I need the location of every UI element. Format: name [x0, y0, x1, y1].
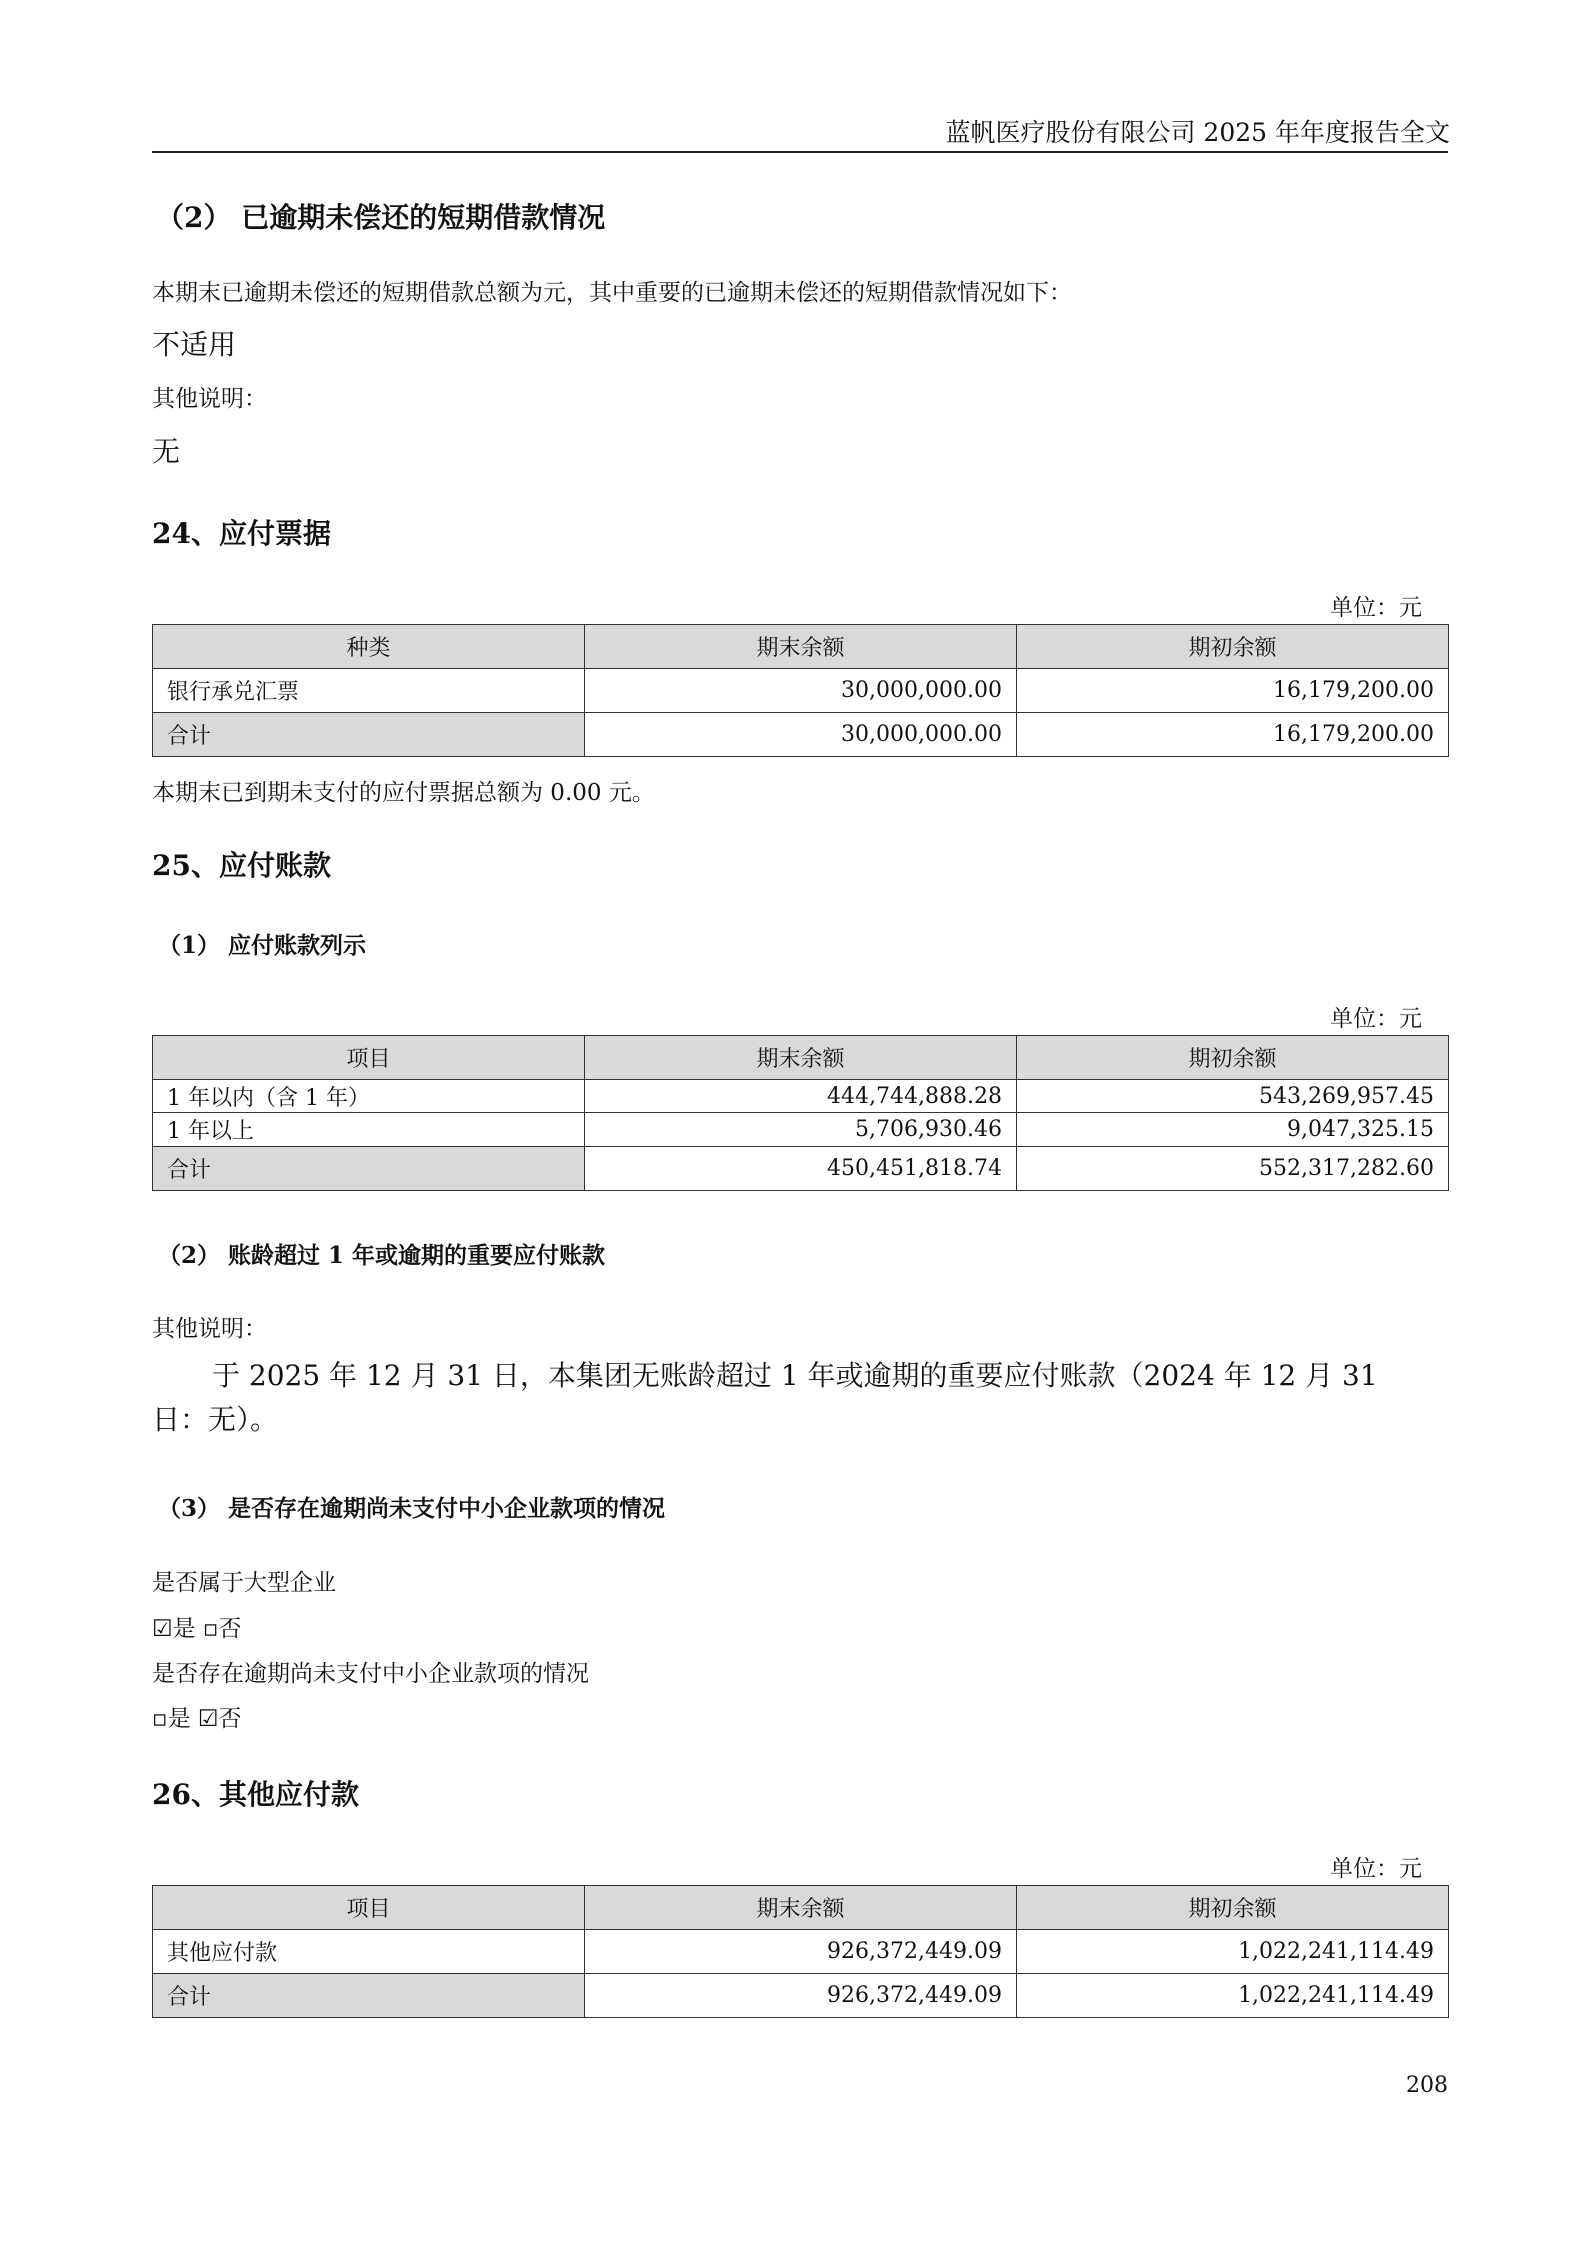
- overdue-loans-heading: （2） 已逾期未偿还的短期借款情况: [156, 201, 606, 234]
- notes-payable-table: [152, 624, 1449, 757]
- row-label: 其他应付款: [153, 1930, 585, 1974]
- other-payables-unit: 单位：元: [1330, 1856, 1422, 1882]
- accounts-payable-unit: 单位：元: [1330, 1006, 1422, 1032]
- large-enterprise-question: 是否属于大型企业: [152, 1570, 336, 1596]
- accounts-payable-sub1: （1） 应付账款列示: [158, 932, 367, 959]
- beginning-balance: 9,047,325.15: [1017, 1113, 1449, 1147]
- ending-balance: 926,372,449.09: [585, 1930, 1017, 1974]
- column-header: 期初余额: [1017, 1036, 1449, 1080]
- sme-overdue-answer: ▫是 ☑否: [152, 1706, 242, 1732]
- notes-payable-unit: 单位：元: [1330, 595, 1422, 621]
- large-enterprise-answer: ☑是 ▫否: [152, 1616, 242, 1642]
- sme-overdue-question: 是否存在逾期尚未支付中小企业款项的情况: [152, 1661, 589, 1687]
- row-label: 合计: [153, 1147, 585, 1191]
- table-row: [153, 1113, 1449, 1147]
- beginning-balance: 16,179,200.00: [1017, 713, 1449, 757]
- ending-balance: 30,000,000.00: [585, 713, 1017, 757]
- accounts-payable-other-text: 于 2025 年 12 月 31 日，本集团无账龄超过 1 年或逾期的重要应付账款（2024 年 12 月 31 日：无）。: [152, 1359, 1378, 1436]
- column-header: 期初余额: [1017, 625, 1449, 669]
- table-row: [153, 669, 1449, 713]
- row-label: 1 年以内（含 1 年）: [153, 1080, 585, 1113]
- table-total-row: [153, 713, 1449, 757]
- beginning-balance: 543,269,957.45: [1017, 1080, 1449, 1113]
- ending-balance: 444,744,888.28: [585, 1080, 1017, 1113]
- other-payables-table: [152, 1885, 1449, 2018]
- table-header-row: [153, 1036, 1449, 1080]
- accounts-payable-other-label: 其他说明：: [152, 1316, 267, 1342]
- column-header: 种类: [153, 625, 585, 669]
- row-label: 合计: [153, 1974, 585, 2018]
- page-number: 208: [1406, 2073, 1448, 2098]
- overdue-loans-intro: 本期末已逾期未偿还的短期借款总额为元，其中重要的已逾期未偿还的短期借款情况如下：: [152, 280, 1072, 306]
- accounts-payable-heading: 25、应付账款: [152, 849, 331, 882]
- row-label: 银行承兑汇票: [153, 669, 585, 713]
- accounts-payable-sub2: （2） 账龄超过 1 年或逾期的重要应付账款: [158, 1242, 606, 1269]
- beginning-balance: 1,022,241,114.49: [1017, 1930, 1449, 1974]
- beginning-balance: 552,317,282.60: [1017, 1147, 1449, 1191]
- column-header: 期末余额: [585, 625, 1017, 669]
- accounts-payable-table: [152, 1035, 1449, 1191]
- ending-balance: 450,451,818.74: [585, 1147, 1017, 1191]
- beginning-balance: 1,022,241,114.49: [1017, 1974, 1449, 2018]
- table-header-row: [153, 625, 1449, 669]
- table-total-row: [153, 1147, 1449, 1191]
- notes-payable-heading: 24、应付票据: [152, 517, 331, 550]
- column-header: 项目: [153, 1036, 585, 1080]
- table-row: [153, 1080, 1449, 1113]
- ending-balance: 30,000,000.00: [585, 669, 1017, 713]
- column-header: 期末余额: [585, 1886, 1017, 1930]
- notes-payable-note: 本期末已到期未支付的应付票据总额为 0.00 元。: [152, 780, 655, 806]
- other-payables-heading: 26、其他应付款: [152, 1778, 359, 1811]
- column-header: 项目: [153, 1886, 585, 1930]
- overdue-loans-na: 不适用: [152, 328, 237, 361]
- row-label: 1 年以上: [153, 1113, 585, 1147]
- table-header-row: [153, 1886, 1449, 1930]
- ending-balance: 5,706,930.46: [585, 1113, 1017, 1147]
- ending-balance: 926,372,449.09: [585, 1974, 1017, 2018]
- report-header-title: 蓝帆医疗股份有限公司 2025 年年度报告全文: [945, 118, 1450, 147]
- overdue-loans-other-label: 其他说明：: [152, 386, 267, 412]
- column-header: 期末余额: [585, 1036, 1017, 1080]
- column-header: 期初余额: [1017, 1886, 1449, 1930]
- table-row: [153, 1930, 1449, 1974]
- table-total-row: [153, 1974, 1449, 2018]
- header-rule: [152, 151, 1448, 153]
- beginning-balance: 16,179,200.00: [1017, 669, 1449, 713]
- accounts-payable-sub3: （3） 是否存在逾期尚未支付中小企业款项的情况: [158, 1495, 666, 1522]
- row-label: 合计: [153, 713, 585, 757]
- overdue-loans-other-value: 无: [152, 435, 181, 468]
